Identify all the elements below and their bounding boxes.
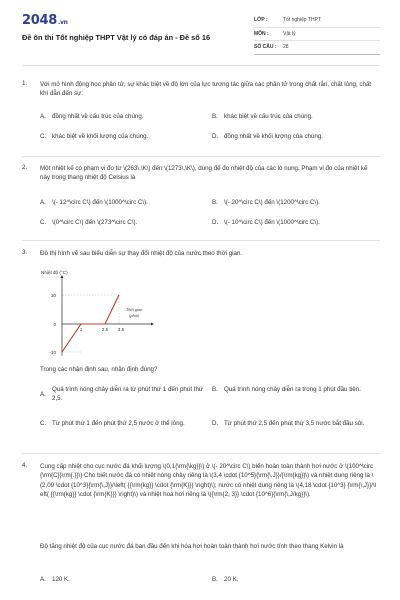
option-a[interactable] <box>40 576 70 583</box>
option-letter: A. <box>40 576 46 583</box>
question-prompt: Độ tăng nhiệt độ của cục nước đá ban đầu đến khi hóa hơi hoàn toàn thành hơi nước tính theo thang Kelvin là <box>40 543 344 550</box>
option-text: khác biệt về khối lượng của chúng. <box>52 133 149 140</box>
x-axis-label: Thời gian <box>126 307 143 312</box>
divider <box>22 453 380 454</box>
option-b[interactable] <box>212 385 378 394</box>
question-text: Cung cấp nhiệt cho cục nước đá khối lượng \(0,1{\rm{\kg}}\) ở \(- 20^\circ C\) biến hoàn toàn thành hơi nước ở \(100^\circ {\rm{C}}\rm{.}}\) Cho biết nước đá có nhiệt nóng chảy riêng là \(3,4 \cdot {10^5}{\rm{\,J}}/{\rm{kg}}\) và nhiệt dung riêng là \(2,09 \cdot {10^3}{\rm{\,J}}/\left( {{\rm{kg}} \cdot {\rm{K}}} \right)\); nước có nhiệt dung riêng là \(4,18 \cdot {10^3} {\rm{\,J}}/\left( {{\rm{kg}} \cdot {\rm{K}}} \right)\) và nhiệt hoá hơi riêng là \({\rm{2, 3}} \cdot {10^6}{\rm{\,J/kg}}\). <box>40 463 376 499</box>
y-axis-arrow <box>61 275 64 278</box>
option-text: \(- 10^\circ C\) đến \(1000^\circ C\). <box>224 219 320 226</box>
x-tick-label: 2,5 <box>101 327 109 332</box>
option-letter: D. <box>212 133 219 140</box>
option-letter: C. <box>40 420 47 428</box>
question-text: Một nhiệt kế có phạm vi đo từ \(263\,\K\) đến \(1273\,\K\), dùng để đo nhiệt độ của các lò nung. Phạm vi đo của nhiệt kế này trong thang nhiệt độ Celsius là <box>40 165 368 182</box>
option-text: \(- 12^\circ C\) đến \(1000^\circ C\). <box>52 199 148 206</box>
meta-key: LỚP : <box>254 17 268 24</box>
option-letter: B. <box>212 199 218 206</box>
question-number: 1. <box>22 80 28 87</box>
meta-key: SỐ CÂU : <box>254 44 277 51</box>
option-text: Quá trình nóng chảy diễn ra trong 1 phút đầu tiên. <box>224 386 361 393</box>
option-letter: A. <box>40 199 46 206</box>
option-c[interactable] <box>40 133 148 140</box>
site-logo[interactable] <box>22 13 68 28</box>
option-letter: B. <box>212 576 218 583</box>
exam-title: Đề ôn thi Tốt nghiệp THPT Vật lý có đáp án - Đề số 16 <box>22 33 211 42</box>
option-text: 120 K. <box>52 576 70 583</box>
option-a[interactable] <box>40 385 210 404</box>
option-text: \(0^\circ C\) đến \(273^\circ C\). <box>52 219 138 226</box>
option-text: Từ phút thứ 1 đến phút thứ 2,5 nước ở thể lỏng. <box>52 420 185 427</box>
option-d[interactable] <box>212 133 323 140</box>
meta-key: MÔN : <box>254 30 269 37</box>
option-d[interactable] <box>212 419 378 428</box>
divider <box>22 156 380 157</box>
temperature-time-graph <box>40 268 160 360</box>
option-text: đồng nhất về khối lượng của chúng. <box>224 133 324 140</box>
option-text: đồng nhất về cấu trúc của chúng. <box>52 113 144 120</box>
question-text: Đồ thị hình vẽ sau biểu diễn sự thay đổi nhiệt độ của nước theo thời gian. <box>40 250 243 257</box>
option-letter: A. <box>40 113 46 120</box>
option-text: khác biệt về cấu trúc của chúng. <box>224 113 313 120</box>
meta-value: Vật lý <box>283 30 296 37</box>
exam-meta <box>254 14 380 55</box>
option-letter: A. <box>40 390 46 398</box>
meta-value: Tốt nghiệp THPT <box>283 17 321 24</box>
x-tick-label: 1 <box>79 327 83 332</box>
question-number: 2. <box>22 164 28 171</box>
option-c[interactable] <box>40 419 210 428</box>
option-text: 20 K. <box>224 576 239 583</box>
option-letter: D. <box>212 420 219 428</box>
logo-main: 2048 <box>22 13 57 28</box>
y-tick-label: -10 <box>49 350 56 355</box>
option-text: Quá trình nóng chảy diễn ra từ phút thứ 1 đến phút thứ 2,5. <box>52 386 204 403</box>
question-1 <box>22 80 378 150</box>
x-tick-label: 3,5 <box>117 327 125 332</box>
divider <box>22 65 380 66</box>
graph-svg <box>40 268 160 360</box>
option-letter: C. <box>40 219 47 226</box>
temperature-series-line <box>62 295 119 352</box>
option-a[interactable] <box>40 199 148 206</box>
option-b[interactable] <box>212 113 313 120</box>
option-c[interactable] <box>40 219 137 226</box>
x-axis-arrow <box>151 323 154 326</box>
y-tick-label: 10 <box>50 293 56 298</box>
option-text: Từ phút thứ 2,5 đến phút thứ 3,5 nước bắt đầu sôi. <box>224 420 365 427</box>
question-number: 3. <box>22 249 28 256</box>
meta-row-class <box>254 14 380 28</box>
option-b[interactable] <box>212 576 238 583</box>
option-letter: B. <box>212 386 218 394</box>
logo-suffix: .vn <box>57 19 68 26</box>
option-b[interactable] <box>212 199 320 206</box>
divider <box>22 240 380 241</box>
question-number: 4. <box>22 462 28 469</box>
x-axis-label-unit: (phút) <box>129 313 140 318</box>
question-prompt: Trong các nhận định sau, nhận định đúng? <box>40 366 158 373</box>
question-4 <box>22 462 378 600</box>
option-a[interactable] <box>40 113 144 120</box>
option-d[interactable] <box>212 219 320 226</box>
meta-row-subject <box>254 28 380 42</box>
option-letter: C. <box>40 133 47 140</box>
question-2 <box>22 164 378 236</box>
y-tick-label: 0 <box>53 322 56 327</box>
question-text: Với mô hình động học phân tử, sự khác biệt về độ lớn của lực tương tác giữa các phân tử trong chất rắn, chất lỏng, chất khí dẫn đến sự: <box>40 81 372 98</box>
graph-y-label: Nhiệt độ (°C) <box>41 270 68 275</box>
option-letter: D. <box>212 219 219 226</box>
option-text: \(- 20^\circ C\) đến \(1200^\circ C\). <box>224 199 320 206</box>
option-letter: B. <box>212 113 218 120</box>
meta-value: 28 <box>283 44 289 51</box>
meta-row-count <box>254 41 380 55</box>
